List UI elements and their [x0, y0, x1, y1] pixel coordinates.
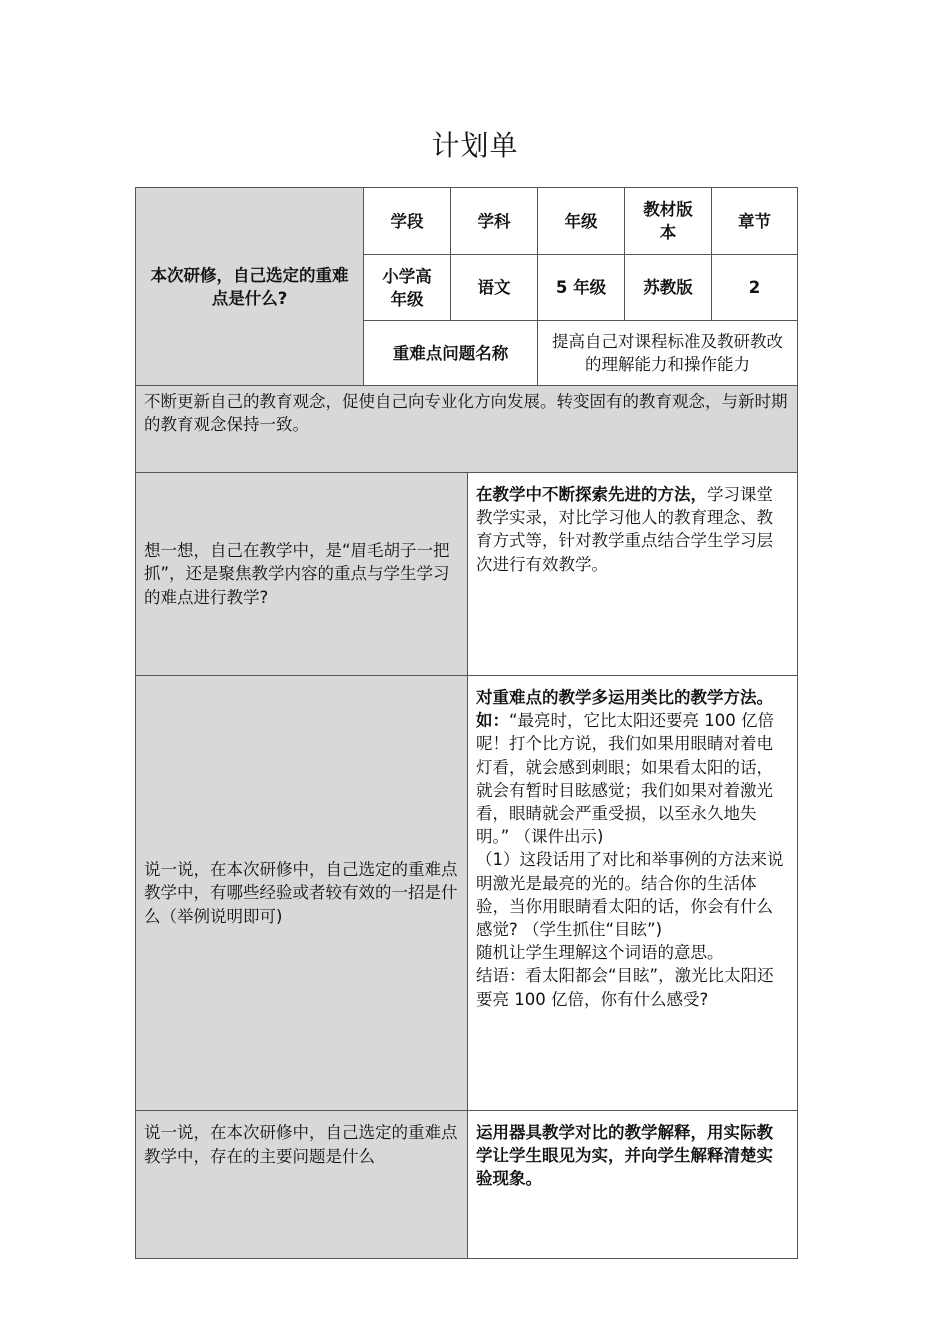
topic-label-cell: [363, 320, 538, 386]
row2-answer-rest: “最亮时，它比太阳还要亮 100 亿倍呢！打个比方说，我们如果用眼睛对着电灯看，就会感到刺眼；如果看太阳的话，就会有暂时目眩感觉；我们如果对着激光看，眼睛就会严重受损，以至永久地失明。” （课件出示): [476, 711, 775, 847]
header-question-cell: [135, 187, 364, 386]
col-header-chapter-label: 章节: [738, 211, 771, 231]
col-header-edition-label: 教材版本: [643, 200, 693, 242]
row1-answer-bold: 在教学中不断探索先进的方法，: [476, 485, 707, 504]
value-edition-text: 苏教版: [643, 278, 693, 297]
value-stage: [363, 254, 451, 321]
value-grade-text: 5 年级: [555, 278, 607, 297]
topic-value: 提高自己对课程标准及教研教改的理解能力和操作能力: [552, 332, 783, 374]
row1-answer-rest: 学习课堂教学实录，对比学习他人的教育理念、教育方式等，针对教学重点结合学生学习层次进行有效教学。: [476, 485, 773, 574]
page-title: 计划单: [431, 129, 519, 162]
topic-value-cell: [537, 320, 798, 386]
row1-question: 想一想，自己在教学中，是“眉毛胡子一把抓”，还是聚焦教学内容的重点与学生学习的难点进行教学?: [144, 540, 450, 607]
value-subject-text: 语文: [477, 278, 511, 297]
row2-answer-p3: 随机让学生理解这个词语的意思。: [476, 943, 724, 963]
col-header-grade-label: 年级: [564, 211, 598, 231]
row2-question-cell: [135, 675, 468, 1111]
col-header-stage-label: 学段: [390, 211, 424, 231]
value-stage-text: 小学高年级: [382, 266, 432, 309]
row3-question-cell: [135, 1110, 468, 1259]
value-chapter-text: 2: [748, 278, 761, 297]
row3-answer-cell: [467, 1110, 798, 1259]
value-edition: [624, 254, 712, 321]
row1-question-cell: [135, 472, 468, 676]
row2-answer-p4: 结语：看太阳都会“目眩”，激光比太阳还要亮 100 亿倍，你有什么感受?: [476, 966, 774, 1009]
row2-answer-cell: [467, 675, 798, 1111]
row1-answer: [476, 483, 789, 576]
col-header-stage: [363, 187, 451, 255]
row2-answer-bold: 对重难点的教学多运用类比的教学方法。如：: [476, 688, 773, 731]
row3-answer: 运用器具教学对比的教学解释，用实际教学让学生眼见为实，并向学生解释清楚实验现象。: [476, 1123, 773, 1189]
summary-text: 不断更新自己的教育观念，促使自己向专业化方向发展。转变固有的教育观念，与新时期的教育观念保持一致。: [144, 392, 788, 435]
row2-question: 说一说，在本次研修中，自己选定的重难点教学中，有哪些经验或者较有效的一招是什么（举例说明即可): [144, 859, 458, 926]
summary-cell: [135, 385, 798, 473]
header-question: 本次研修，自己选定的重难点是什么?: [150, 265, 349, 308]
col-header-edition: [624, 187, 712, 255]
row2-answer-p1: [476, 686, 789, 848]
topic-label: 重难点问题名称: [392, 343, 509, 363]
row3-question: 说一说，在本次研修中，自己选定的重难点教学中，存在的主要问题是什么: [144, 1123, 458, 1166]
row2-answer-p2: （1）这段话用了对比和举事例的方法来说明激光是最亮的光的。结合你的生活体验，当你用眼睛看太阳的话，你会有什么感觉? （学生抓住“目眩”): [476, 850, 784, 940]
col-header-chapter: [711, 187, 798, 255]
value-grade: [537, 254, 625, 321]
col-header-subject: [450, 187, 538, 255]
col-header-grade: [537, 187, 625, 255]
value-subject: [450, 254, 538, 321]
col-header-subject-label: 学科: [477, 211, 511, 231]
row1-answer-cell: [467, 472, 798, 676]
value-chapter: [711, 254, 798, 321]
